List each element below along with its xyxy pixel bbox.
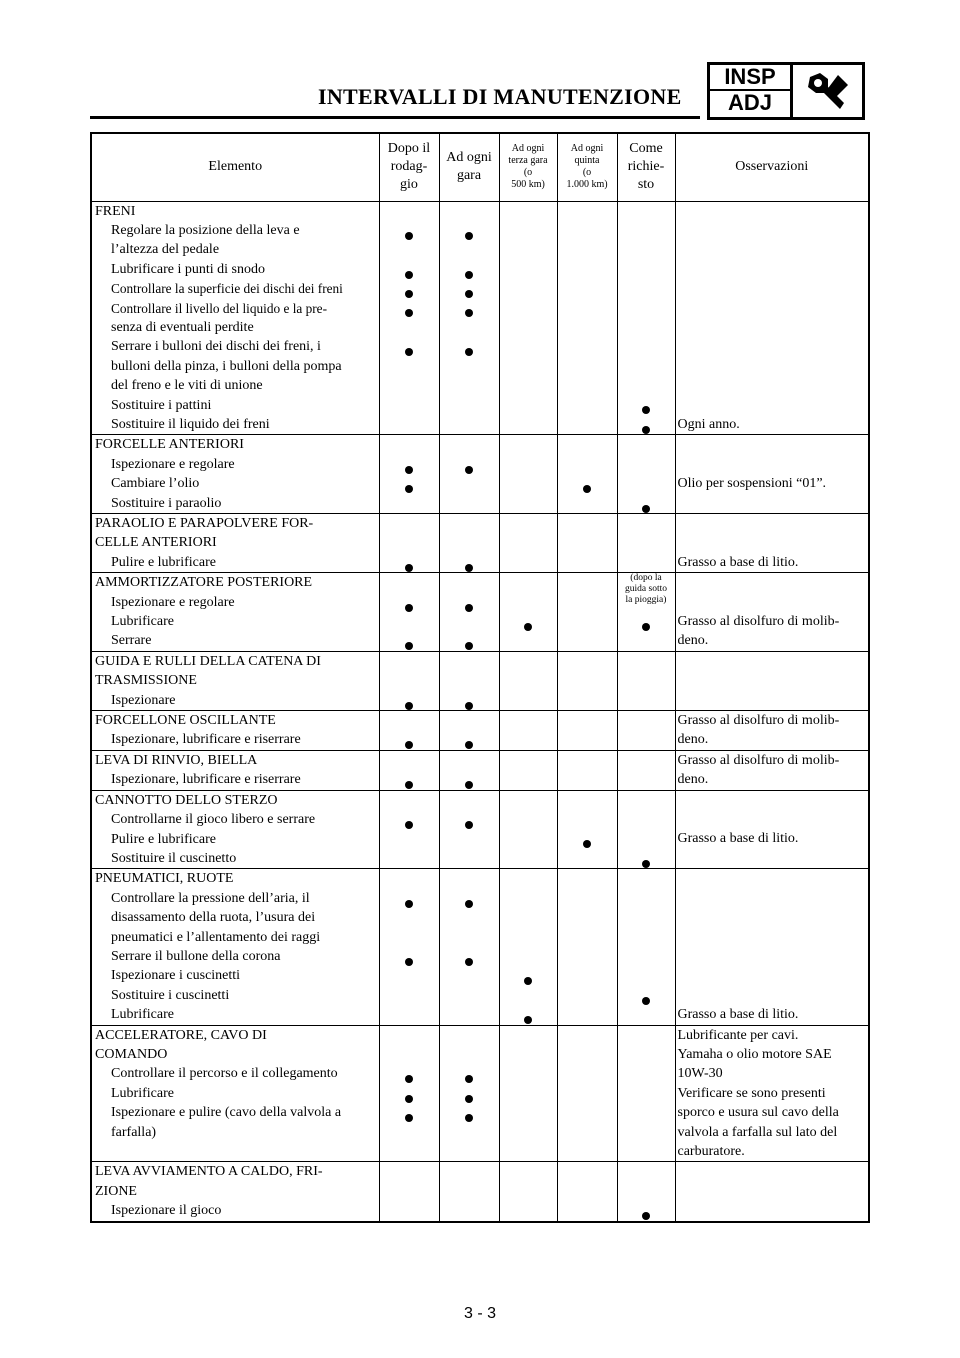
interval-cell	[439, 711, 499, 751]
elemento-cell	[91, 651, 379, 710]
task-item: senza di eventuali perdite	[111, 319, 254, 335]
observation-text: Olio per sospensioni “01”.	[677, 476, 827, 492]
interval-cell	[439, 790, 499, 869]
observation-text: valvola a farfalla sul lato del	[677, 1124, 838, 1140]
interval-cell	[617, 201, 675, 435]
bullet-dot-icon	[405, 1075, 413, 1083]
interval-cell	[379, 1025, 439, 1162]
header-line: rodag-	[390, 159, 428, 175]
task-item: Sostituire il liquido dei freni	[111, 416, 270, 432]
interval-cell	[617, 573, 675, 652]
title-underline	[90, 116, 700, 119]
interval-cell	[439, 1162, 499, 1222]
section-title: FORCELLONE OSCILLANTE	[95, 713, 276, 729]
task-item: Pulire e lubrificare	[111, 831, 216, 847]
bullet-dot-icon	[405, 1114, 413, 1122]
observation-text: Ogni anno.	[677, 416, 740, 432]
bullet-dot-icon	[465, 741, 473, 749]
bullet-dot-icon	[465, 821, 473, 829]
task-item: Ispezionare i cuscinetti	[111, 968, 241, 984]
task-item: Lubrificare	[111, 614, 174, 630]
interval-cell	[499, 790, 557, 869]
interval-cell	[557, 750, 617, 790]
interval-cell	[379, 790, 439, 869]
interval-cell	[499, 1025, 557, 1162]
header-richiesto	[617, 133, 675, 201]
task-item: Serrare	[111, 633, 152, 649]
bullet-dot-icon	[465, 958, 473, 966]
header-line: gio	[400, 177, 418, 193]
badge-adj-label: ADJ	[727, 90, 772, 115]
osservazioni-cell	[675, 1162, 869, 1222]
section-title: CANNOTTO DELLO STERZO	[95, 792, 278, 808]
observation-text: Grasso al disolfuro di molib-	[677, 614, 840, 629]
osservazioni-cell	[675, 201, 869, 435]
section-title: LEVA AVVIAMENTO A CALDO, FRI-	[95, 1164, 323, 1180]
header-line: (o	[523, 167, 533, 179]
interval-cell	[379, 750, 439, 790]
section-title: PARAOLIO E PARAPOLVERE FOR-	[95, 516, 314, 531]
interval-cell	[499, 750, 557, 790]
section-title: CELLE ANTERIORI	[95, 535, 217, 551]
interval-cell	[439, 1025, 499, 1162]
task-item: del freno e le viti di unione	[111, 378, 263, 394]
interval-cell	[617, 750, 675, 790]
elemento-cell	[91, 750, 379, 790]
bullet-dot-icon	[465, 781, 473, 789]
observation-text: deno.	[677, 732, 709, 748]
task-item: Sostituire i paraolio	[111, 495, 222, 511]
task-item: Regolare la posizione della leva e	[111, 222, 300, 238]
section-title: FRENI	[95, 203, 136, 219]
bullet-dot-icon	[405, 604, 413, 612]
task-item: l’altezza del pedale	[111, 242, 220, 258]
task-item: Sostituire il cuscinetto	[111, 850, 237, 866]
interval-note: guida sotto	[625, 584, 667, 595]
osservazioni-cell	[675, 651, 869, 710]
bullet-dot-icon	[465, 290, 473, 298]
bullet-dot-icon	[405, 271, 413, 279]
header-ogni-gara	[439, 133, 499, 201]
task-item: Ispezionare e pulire (cavo della valvola a	[111, 1105, 342, 1121]
header-row	[91, 133, 869, 201]
interval-cell	[379, 711, 439, 751]
task-item: Sostituire i pattini	[111, 397, 212, 413]
interval-cell	[617, 790, 675, 869]
task-item: Lubrificare	[111, 1085, 174, 1101]
observation-text: deno.	[677, 633, 709, 649]
task-item: Ispezionare	[111, 692, 176, 708]
interval-cell	[557, 711, 617, 751]
interval-cell	[439, 750, 499, 790]
osservazioni-cell	[675, 869, 869, 1025]
task-item: Ispezionare, lubrificare e riserrare	[111, 732, 301, 748]
elemento-cell	[91, 514, 379, 573]
bullet-dot-icon	[405, 821, 413, 829]
interval-cell	[439, 869, 499, 1025]
table-row	[91, 1162, 869, 1222]
bullet-dot-icon	[642, 406, 650, 414]
interval-cell	[499, 514, 557, 573]
observation-text: deno.	[677, 772, 709, 788]
bullet-dot-icon	[405, 958, 413, 966]
header-terza-gara	[499, 133, 557, 201]
section-title: ACCELERATORE, CAVO DI	[95, 1027, 267, 1043]
page-title: INTERVALLI DI MANUTENZIONE	[318, 84, 682, 109]
task-item: Controllare il livello del liquido e la pre-	[111, 300, 328, 316]
task-item: Ispezionare e regolare	[111, 594, 235, 610]
bullet-dot-icon	[642, 860, 650, 868]
table-row	[91, 869, 869, 1025]
interval-cell	[557, 869, 617, 1025]
interval-cell	[439, 201, 499, 435]
bullet-dot-icon	[405, 290, 413, 298]
interval-cell	[379, 651, 439, 710]
bullet-dot-icon	[465, 348, 473, 356]
task-item: Ispezionare e regolare	[111, 456, 235, 472]
table-row	[91, 711, 869, 751]
osservazioni-cell	[675, 514, 869, 573]
interval-cell	[439, 514, 499, 573]
header-line: Come	[629, 141, 663, 157]
header-line: 500 km)	[511, 179, 545, 191]
interval-cell	[557, 435, 617, 514]
task-item: pneumatici e l’allentamento dei raggi	[111, 929, 321, 945]
bullet-dot-icon	[405, 564, 413, 572]
interval-cell	[379, 573, 439, 652]
interval-cell	[499, 869, 557, 1025]
bullet-dot-icon	[405, 900, 413, 908]
bullet-dot-icon	[642, 997, 650, 1005]
bullet-dot-icon	[405, 232, 413, 240]
header-line: (o	[582, 167, 592, 179]
observation-text: 10W-30	[677, 1066, 723, 1082]
header-line: sto	[637, 177, 655, 193]
section-title: TRASMISSIONE	[95, 673, 197, 689]
bullet-dot-icon	[524, 623, 532, 631]
table-row	[91, 514, 869, 573]
interval-cell	[557, 514, 617, 573]
header-osservazioni: Osservazioni	[675, 133, 869, 201]
wrench-icon	[793, 65, 862, 117]
interval-cell	[499, 201, 557, 435]
interval-cell	[617, 1162, 675, 1222]
header-line: terza gara	[508, 155, 548, 167]
table-row	[91, 790, 869, 869]
osservazioni-cell	[675, 573, 869, 652]
bullet-dot-icon	[642, 623, 650, 631]
task-item: Cambiare l’olio	[111, 476, 200, 492]
elemento-cell	[91, 869, 379, 1025]
task-item: Controllare la pressione dell’aria, il	[111, 890, 310, 906]
interval-cell	[557, 573, 617, 652]
interval-cell	[557, 1162, 617, 1222]
elemento-cell	[91, 1162, 379, 1222]
bullet-dot-icon	[642, 426, 650, 434]
header-line: Ad ogni	[511, 143, 545, 155]
observation-text: Grasso a base di litio.	[677, 554, 799, 570]
interval-cell	[379, 435, 439, 514]
interval-cell	[379, 1162, 439, 1222]
interval-cell	[439, 651, 499, 710]
header-line: Ad ogni	[570, 143, 604, 155]
bullet-dot-icon	[465, 466, 473, 474]
header-line: Ad ogni	[446, 150, 492, 166]
section-title: LEVA DI RINVIO, BIELLA	[95, 752, 258, 768]
section-title: PNEUMATICI, RUOTE	[95, 871, 234, 887]
task-item: Controllare il percorso e il collegamento	[111, 1066, 338, 1082]
header-elemento: Elemento	[91, 133, 379, 201]
interval-cell	[439, 573, 499, 652]
table-row	[91, 750, 869, 790]
bullet-dot-icon	[465, 309, 473, 317]
interval-cell	[379, 869, 439, 1025]
interval-cell	[499, 1162, 557, 1222]
header-line: quinta	[574, 155, 600, 167]
page-number: 3 - 3	[463, 1305, 496, 1322]
osservazioni-cell	[675, 750, 869, 790]
badge-text-block	[710, 65, 793, 117]
interval-note: la pioggia)	[625, 595, 667, 606]
table-body	[91, 201, 869, 1222]
table-row	[91, 435, 869, 514]
bullet-dot-icon	[405, 741, 413, 749]
task-item: Controllarne il gioco libero e serrare	[111, 812, 316, 828]
bullet-dot-icon	[583, 485, 591, 493]
section-title: COMANDO	[95, 1046, 168, 1062]
interval-cell	[557, 651, 617, 710]
interval-cell	[499, 651, 557, 710]
observation-text: sporco e usura sul cavo della	[677, 1105, 839, 1121]
bullet-dot-icon	[465, 642, 473, 650]
osservazioni-cell	[675, 711, 869, 751]
bullet-dot-icon	[405, 642, 413, 650]
interval-cell	[617, 1025, 675, 1162]
task-item: Lubrificare	[111, 1007, 174, 1023]
bullet-dot-icon	[642, 1212, 650, 1220]
interval-cell	[379, 201, 439, 435]
task-item: bulloni della pinza, i bulloni della pompa	[111, 358, 342, 374]
elemento-cell	[91, 201, 379, 435]
bullet-dot-icon	[524, 977, 532, 985]
insp-adj-badge	[707, 62, 865, 120]
maintenance-table	[90, 132, 870, 1223]
interval-cell	[617, 514, 675, 573]
bullet-dot-icon	[405, 1095, 413, 1103]
header-dopo-rodaggio	[379, 133, 439, 201]
task-item: Sostituire i cuscinetti	[111, 987, 230, 1003]
bullet-dot-icon	[405, 485, 413, 493]
bullet-dot-icon	[405, 466, 413, 474]
table-row	[91, 1025, 869, 1162]
observation-text: Grasso a base di litio.	[677, 831, 799, 847]
bullet-dot-icon	[465, 1095, 473, 1103]
section-title: ZIONE	[95, 1183, 137, 1199]
elemento-cell	[91, 435, 379, 514]
observation-text: Yamaha o olio motore SAE	[677, 1046, 832, 1062]
header-quinta	[557, 133, 617, 201]
observation-text: Grasso al disolfuro di molib-	[677, 713, 840, 729]
task-item: disassamento della ruota, l’usura dei	[111, 910, 316, 926]
interval-cell	[557, 790, 617, 869]
task-item: Serrare il bullone della corona	[111, 948, 281, 964]
bullet-dot-icon	[465, 702, 473, 710]
interval-cell	[439, 435, 499, 514]
observation-text: Grasso a base di litio.	[677, 1007, 799, 1023]
bullet-dot-icon	[405, 348, 413, 356]
observation-text: Verificare se sono presenti	[677, 1085, 826, 1101]
task-item: Lubrificare i punti di snodo	[111, 261, 265, 277]
observation-text: Lubrificante per cavi.	[677, 1027, 799, 1043]
bullet-dot-icon	[465, 604, 473, 612]
interval-cell	[617, 651, 675, 710]
section-title: GUIDA E RULLI DELLA CATENA DI	[95, 653, 321, 669]
interval-note: (dopo la	[630, 573, 662, 584]
section-title: AMMORTIZZATORE POSTERIORE	[95, 575, 313, 591]
bullet-dot-icon	[465, 271, 473, 279]
bullet-dot-icon	[465, 232, 473, 240]
interval-cell	[617, 435, 675, 514]
osservazioni-cell	[675, 1025, 869, 1162]
elemento-cell	[91, 1025, 379, 1162]
header-line: Dopo il	[387, 141, 431, 157]
bullet-dot-icon	[465, 564, 473, 572]
interval-cell	[499, 711, 557, 751]
observation-text: Grasso al disolfuro di molib-	[677, 752, 840, 768]
elemento-cell	[91, 790, 379, 869]
elemento-cell	[91, 573, 379, 652]
header-line: richie-	[627, 159, 665, 175]
table-row	[91, 201, 869, 435]
bullet-dot-icon	[524, 1016, 532, 1024]
osservazioni-cell	[675, 790, 869, 869]
table-row	[91, 651, 869, 710]
interval-cell	[499, 573, 557, 652]
task-item: Pulire e lubrificare	[111, 554, 216, 570]
bullet-dot-icon	[465, 900, 473, 908]
task-item: Serrare i bulloni dei dischi dei freni, i	[111, 339, 321, 355]
bullet-dot-icon	[583, 840, 591, 848]
badge-insp-label: INSP	[710, 65, 790, 91]
bullet-dot-icon	[465, 1075, 473, 1083]
interval-cell	[617, 869, 675, 1025]
interval-cell	[617, 711, 675, 751]
interval-cell	[557, 1025, 617, 1162]
elemento-cell	[91, 711, 379, 751]
task-item: Ispezionare il gioco	[111, 1203, 222, 1219]
header-line: 1.000 km)	[566, 179, 608, 191]
bullet-dot-icon	[642, 505, 650, 513]
bullet-dot-icon	[405, 309, 413, 317]
header-line: gara	[456, 168, 482, 184]
section-title: FORCELLE ANTERIORI	[95, 437, 244, 453]
bullet-dot-icon	[465, 1114, 473, 1122]
task-item: Controllare la superficie dei dischi dei freni	[111, 281, 343, 297]
interval-cell	[379, 514, 439, 573]
bullet-dot-icon	[405, 781, 413, 789]
task-item: farfalla)	[111, 1124, 157, 1140]
osservazioni-cell	[675, 435, 869, 514]
observation-text: carburatore.	[677, 1143, 745, 1159]
table-row	[91, 573, 869, 652]
interval-cell	[499, 435, 557, 514]
task-item: Ispezionare, lubrificare e riserrare	[111, 772, 301, 788]
bullet-dot-icon	[405, 702, 413, 710]
interval-cell	[557, 201, 617, 435]
